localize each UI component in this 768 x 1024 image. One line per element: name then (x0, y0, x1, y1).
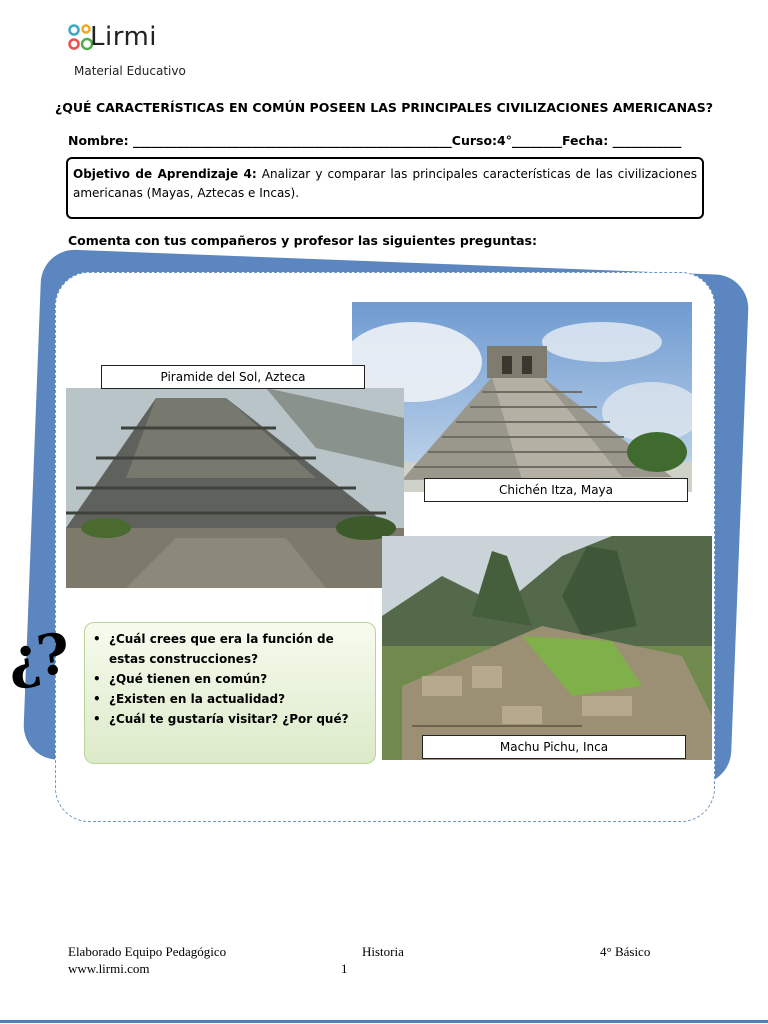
piramide-del-sol-photo (66, 388, 404, 588)
question-text: ¿Qué tienen en común? (109, 672, 268, 686)
question-text: ¿Existen en la actualidad? (109, 692, 286, 706)
list-item (93, 689, 365, 709)
list-item (93, 669, 365, 689)
footer-subject: Historia (362, 944, 404, 959)
brand-subtitle: Material Educativo (74, 64, 186, 78)
objective-text: Analizar y comparar las principales características de las civilizaciones americanas (Mayas, Aztecas e Incas). (73, 167, 697, 200)
sol-caption: Piramide del Sol, Azteca (101, 365, 365, 389)
footer-grade: 4° Básico (600, 944, 651, 959)
bullet: • (93, 692, 101, 706)
instruction-text: Comenta con tus compañeros y profesor las siguientes preguntas: (68, 233, 538, 248)
objective-box (66, 157, 704, 219)
bullet: • (93, 712, 101, 726)
page-number: 1 (341, 961, 348, 976)
questions-box (84, 622, 376, 764)
question-mark-graphic: ¿? (4, 621, 69, 693)
question-text: ¿Cuál crees que era la función de estas construcciones? (109, 632, 334, 666)
brand-name: Lirmi (90, 22, 157, 52)
list-item (93, 629, 365, 669)
bullet: • (93, 672, 101, 686)
student-info-line: Nombre: ___________________________________________________Curso:4°________Fecha: ___________ (68, 133, 682, 148)
objective-label: Objetivo de Aprendizaje 4: (73, 167, 257, 181)
machu-picchu-photo (382, 536, 712, 760)
bottom-divider (0, 1020, 768, 1023)
chichen-caption: Chichén Itza, Maya (424, 478, 688, 502)
question-text: ¿Cuál te gustaría visitar? ¿Por qué? (109, 712, 349, 726)
list-item (93, 709, 365, 729)
footer-website[interactable]: www.lirmi.com (68, 961, 150, 976)
page-title: ¿QUÉ CARACTERÍSTICAS EN COMÚN POSEEN LAS PRINCIPALES CIVILIZACIONES AMERICANAS? (55, 100, 713, 115)
machu-caption: Machu Pichu, Inca (422, 735, 686, 759)
footer-team: Elaborado Equipo Pedagógico (68, 944, 227, 959)
bullet: • (93, 632, 101, 646)
